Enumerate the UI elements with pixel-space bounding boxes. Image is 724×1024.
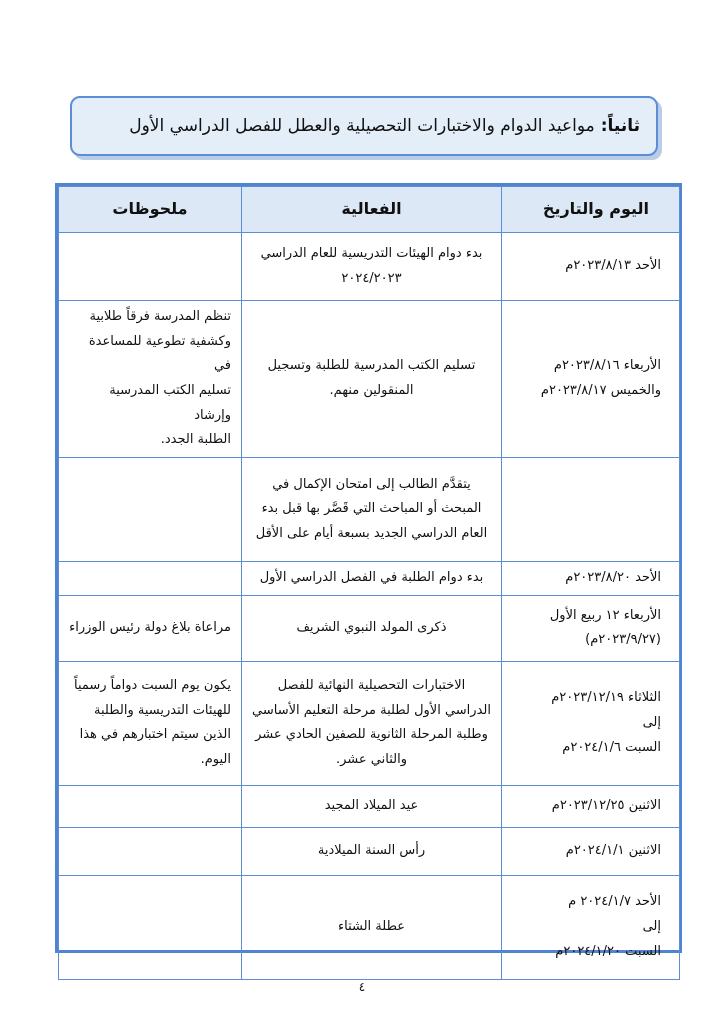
cell-text-line: تسليم الكتب المدرسية للطلبة وتسجيل	[267, 358, 476, 374]
cell-text-line: الأربعاء ٢٠٢٣/٨/١٦م	[553, 358, 661, 374]
schedule-table	[58, 186, 680, 980]
cell-text-line: عيد الميلاد المجيد	[324, 797, 419, 813]
cell-text-line: الأربعاء ١٢ ربيع الأول	[549, 607, 661, 623]
event-cell	[242, 562, 502, 596]
header-date: اليوم والتاريخ	[502, 187, 680, 233]
table-row	[59, 595, 680, 661]
cell-text-line: يكون يوم السبت دواماً رسمياً	[73, 677, 231, 693]
cell-text-line: المنقولين منهم.	[329, 383, 414, 399]
section-heading-text: مواعيد الدوام والاختبارات التحصيلية والعطل للفصل الدراسي الأول	[129, 116, 595, 136]
cell-text-line: الأحد ٢٠٢٤/١/٧ م	[568, 894, 661, 910]
schedule-table-frame	[55, 183, 682, 959]
cell-text-line: للهيئات التدريسية والطلبة	[94, 702, 231, 718]
event-cell	[242, 875, 502, 979]
cell-text-line: بدء دوام الهيئات التدريسية للعام الدراسي	[260, 245, 483, 261]
date-cell	[502, 595, 680, 661]
cell-text-line: إلى	[642, 918, 661, 934]
notes-cell	[59, 595, 242, 661]
table-header-row	[59, 187, 680, 233]
cell-text-line: الاختبارات التحصيلية النهائية للفصل	[277, 677, 466, 693]
cell-text-line: الثلاثاء ٢٠٢٣/١٢/١٩م	[551, 690, 661, 706]
event-cell	[242, 595, 502, 661]
cell-text-line: وكشفية تطوعية للمساعدة في	[88, 333, 231, 374]
event-cell	[242, 785, 502, 827]
cell-text-line: الأحد ٢٠٢٣/٨/٢٠م	[565, 570, 661, 586]
table-row	[59, 875, 680, 979]
section-heading-lead: ثانياً:	[600, 116, 640, 136]
header-event: الفعالية	[242, 187, 502, 233]
date-cell	[502, 827, 680, 875]
cell-text-line: رأس السنة الميلادية	[317, 842, 426, 858]
notes-cell	[59, 785, 242, 827]
date-cell	[502, 785, 680, 827]
cell-text-line: بدء دوام الطلبة في الفصل الدراسي الأول	[259, 570, 484, 586]
notes-cell	[59, 562, 242, 596]
cell-text-line: ٢٠٢٤/٢٠٢٣	[341, 270, 402, 286]
cell-text-line: عطلة الشتاء	[338, 918, 405, 934]
table-row	[59, 233, 680, 301]
cell-text-line: السبت ٢٠٢٤/١/٦م	[562, 739, 661, 755]
notes-cell	[59, 233, 242, 301]
cell-text-line: الاثنين ٢٠٢٤/١/١م	[565, 842, 661, 858]
cell-text-line: (٢٠٢٣/٩/٢٧م)	[585, 632, 661, 648]
cell-text-line: السبت ٢٠٢٤/١/٢٠م	[555, 943, 661, 959]
cell-text-line: العام الدراسي الجديد بسبعة أيام على الأقل	[255, 525, 488, 541]
notes-cell	[59, 875, 242, 979]
cell-text-line: والخميس ٢٠٢٣/٨/١٧م	[540, 383, 661, 399]
cell-text-line: الذين سيتم اختبارهم في هذا	[79, 727, 231, 743]
date-cell	[502, 301, 680, 458]
cell-text-line: الطلبة الجدد.	[160, 432, 231, 448]
table-row	[59, 301, 680, 458]
date-cell	[502, 661, 680, 785]
cell-text-line: الأحد ٢٠٢٣/٨/١٣م	[565, 258, 661, 274]
cell-text-line: الاثنين ٢٠٢٣/١٢/٢٥م	[551, 797, 661, 813]
cell-text-line: اليوم.	[200, 752, 231, 767]
notes-cell	[59, 458, 242, 562]
cell-text-line: تسليم الكتب المدرسية وإرشاد	[109, 383, 231, 423]
cell-text-line: والثاني عشر.	[336, 752, 407, 767]
cell-text-line: تنظم المدرسة فرقاً طلابية	[89, 309, 231, 324]
table-row	[59, 827, 680, 875]
cell-text-line: وطلبة المرحلة الثانوية للصفين الحادي عشر	[255, 727, 488, 743]
cell-text-line: المبحث أو المباحث التي قَصَّر بها قبل بدء	[261, 501, 482, 517]
event-cell	[242, 233, 502, 301]
date-cell	[502, 458, 680, 562]
page-number: ٤	[358, 980, 366, 994]
event-cell	[242, 827, 502, 875]
event-cell	[242, 301, 502, 458]
table-row	[59, 661, 680, 785]
event-cell	[242, 661, 502, 785]
cell-text-line: مراعاة بلاغ دولة رئيس الوزراء	[69, 619, 231, 635]
notes-cell	[59, 661, 242, 785]
date-cell	[502, 875, 680, 979]
cell-text-line: ذكرى المولد النبوي الشريف	[296, 619, 447, 635]
table-row	[59, 562, 680, 596]
notes-cell	[59, 301, 242, 458]
cell-text-line: الدراسي الأول لطلبة مرحلة التعليم الأساسي	[252, 702, 491, 718]
notes-cell	[59, 827, 242, 875]
table-row	[59, 785, 680, 827]
header-notes: ملحوظات	[59, 187, 242, 233]
event-cell	[242, 458, 502, 562]
table-row	[59, 458, 680, 562]
date-cell	[502, 233, 680, 301]
cell-text-line: يتقدَّم الطالب إلى امتحان الإكمال في	[272, 476, 471, 492]
date-cell	[502, 562, 680, 596]
cell-text-line: إلى	[642, 714, 661, 730]
section-heading-banner	[70, 96, 658, 156]
